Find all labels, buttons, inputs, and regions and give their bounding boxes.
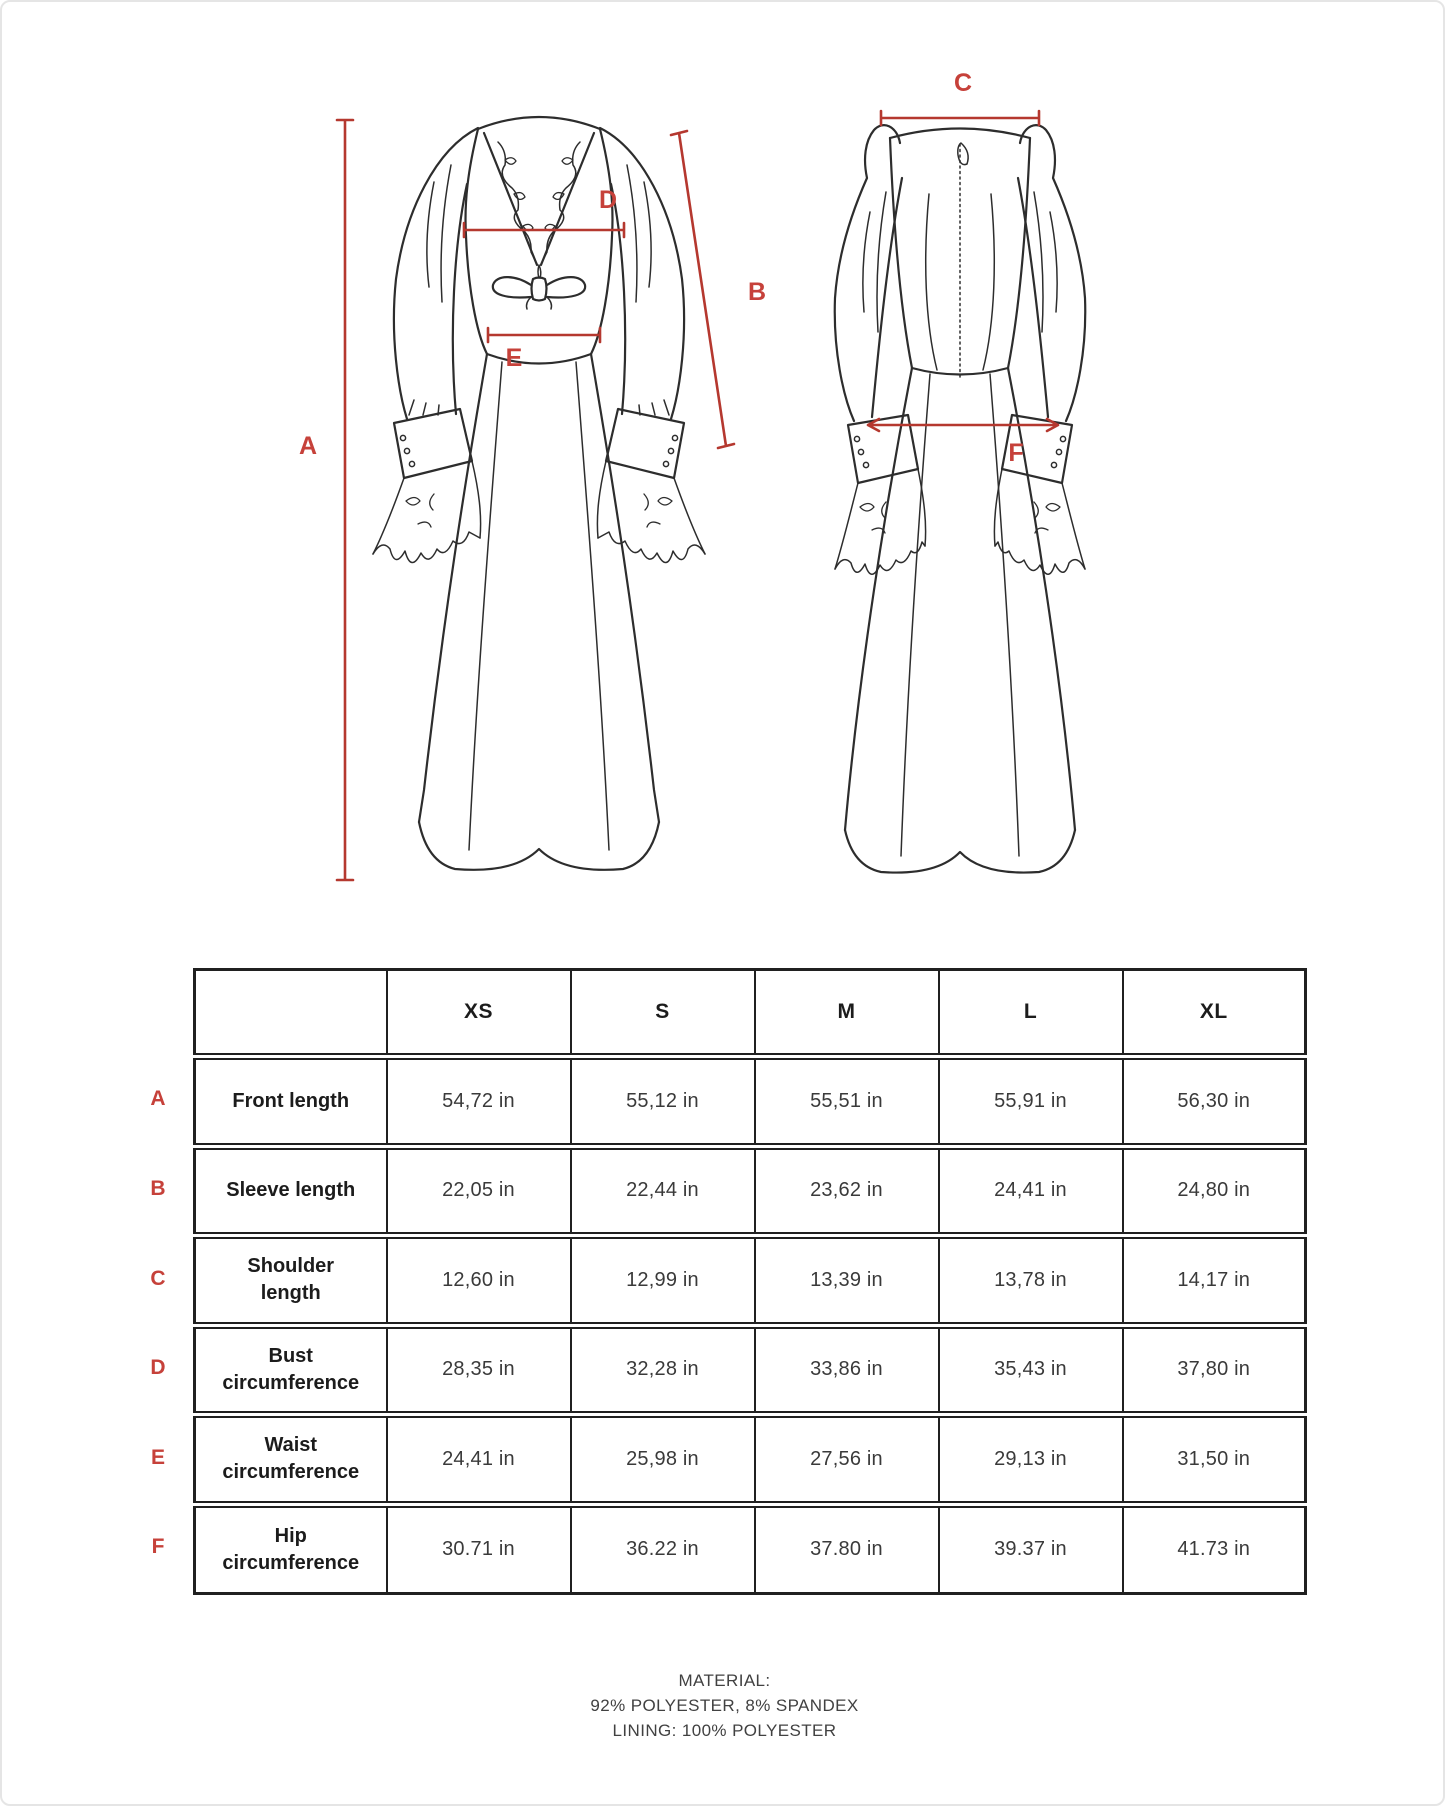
size-value-cell: 29,13 in: [939, 1415, 1123, 1505]
size-value-cell: 35,43 in: [939, 1325, 1123, 1415]
column-header-xs: XS: [387, 970, 571, 1057]
measure-label-b: B: [747, 278, 767, 306]
size-value-cell: 56,30 in: [1123, 1057, 1306, 1147]
size-value-cell: 33,86 in: [755, 1325, 939, 1415]
measure-label-e: E: [505, 344, 523, 372]
table-row: [195, 1057, 1306, 1147]
size-value-cell: 13,78 in: [939, 1236, 1123, 1326]
column-header-s: S: [571, 970, 755, 1057]
size-value-cell: 28,35 in: [387, 1325, 571, 1415]
size-value-cell: 31,50 in: [1123, 1415, 1306, 1505]
measurement-annotations: [299, 69, 1058, 880]
row-marker-e: E: [150, 1446, 165, 1469]
material-lining: LINING: 100% POLYESTER: [612, 1721, 837, 1740]
row-marker-f: F: [151, 1535, 165, 1558]
table-row: [195, 1236, 1306, 1326]
table-corner-cell: [195, 970, 387, 1057]
measure-E: [488, 328, 600, 372]
size-value-cell: 24,80 in: [1123, 1146, 1306, 1236]
size-value-cell: 22,44 in: [571, 1146, 755, 1236]
column-header-l: L: [939, 970, 1123, 1057]
table-row: [195, 1146, 1306, 1236]
column-header-xl: XL: [1123, 970, 1306, 1057]
measure-C: [881, 69, 1039, 125]
measure-F: [868, 419, 1058, 467]
table-row: [195, 1415, 1306, 1505]
size-value-cell: 27,56 in: [755, 1415, 939, 1505]
garment-diagram: [2, 2, 1445, 937]
size-value-cell: 23,62 in: [755, 1146, 939, 1236]
size-value-cell: 37.80 in: [755, 1504, 939, 1594]
size-table: [193, 968, 1307, 1595]
size-value-cell: 41.73 in: [1123, 1504, 1306, 1594]
table-row: [195, 1504, 1306, 1594]
size-value-cell: 55,91 in: [939, 1057, 1123, 1147]
size-value-cell: 12,99 in: [571, 1236, 755, 1326]
measure-label-f: F: [1008, 439, 1024, 467]
size-value-cell: 25,98 in: [571, 1415, 755, 1505]
row-marker-b: B: [150, 1177, 166, 1200]
table-header-row: [195, 970, 1306, 1057]
size-value-cell: 24,41 in: [939, 1146, 1123, 1236]
measure-D: [464, 186, 624, 237]
measure-A: [299, 120, 353, 880]
row-marker-c: C: [150, 1267, 166, 1290]
size-value-cell: 55,51 in: [755, 1057, 939, 1147]
measure-label-d: D: [598, 186, 618, 214]
row-label: Bust circumference: [195, 1325, 387, 1415]
size-value-cell: 14,17 in: [1123, 1236, 1306, 1326]
material-info: [2, 1668, 1445, 1743]
row-label: Shoulder length: [195, 1236, 387, 1326]
bow: [493, 277, 585, 309]
row-label: Hip circumference: [195, 1504, 387, 1594]
size-value-cell: 39.37 in: [939, 1504, 1123, 1594]
measure-label-a: A: [298, 432, 318, 460]
size-value-cell: 36.22 in: [571, 1504, 755, 1594]
material-composition: 92% POLYESTER, 8% SPANDEX: [590, 1696, 859, 1715]
size-value-cell: 37,80 in: [1123, 1325, 1306, 1415]
size-value-cell: 32,28 in: [571, 1325, 755, 1415]
size-value-cell: 22,05 in: [387, 1146, 571, 1236]
zipper-pull: [958, 143, 968, 165]
back-view-drawing: [835, 125, 1086, 872]
size-value-cell: 54,72 in: [387, 1057, 571, 1147]
row-label: Waist circumference: [195, 1415, 387, 1505]
size-value-cell: 24,41 in: [387, 1415, 571, 1505]
row-marker-a: A: [150, 1087, 166, 1110]
row-marker-d: D: [150, 1356, 166, 1379]
row-label: Front length: [195, 1057, 387, 1147]
measure-label-c: C: [953, 69, 973, 97]
measure-B: [671, 131, 766, 448]
size-value-cell: 30.71 in: [387, 1504, 571, 1594]
row-label: Sleeve length: [195, 1146, 387, 1236]
column-header-m: M: [755, 970, 939, 1057]
size-value-cell: 12,60 in: [387, 1236, 571, 1326]
table-row: [195, 1325, 1306, 1415]
material-heading: MATERIAL:: [678, 1671, 771, 1690]
size-value-cell: 55,12 in: [571, 1057, 755, 1147]
size-value-cell: 13,39 in: [755, 1236, 939, 1326]
